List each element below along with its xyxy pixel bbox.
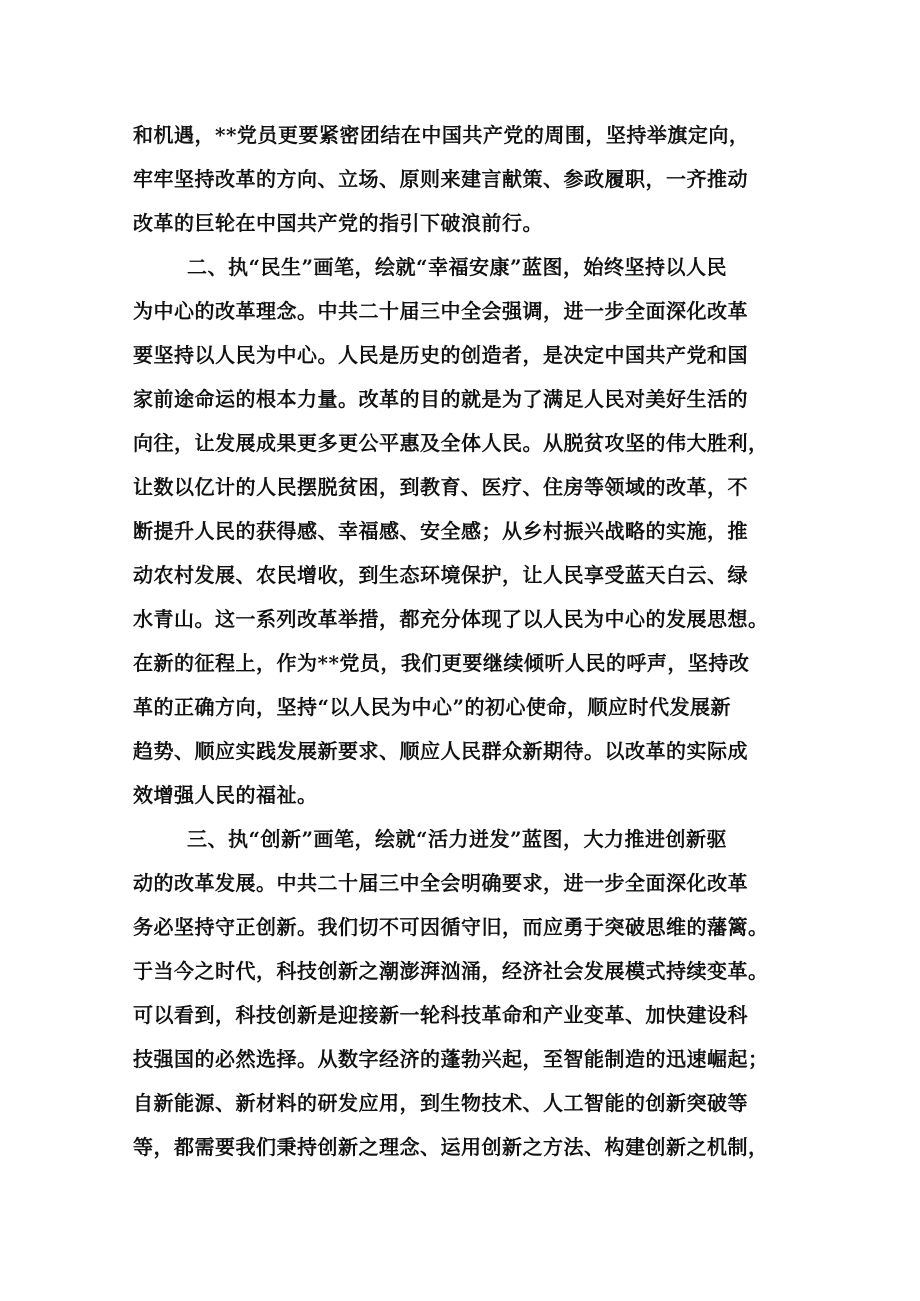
text-line: 在新的征程上，作为**党员，我们更要继续倾听人民的呼声，坚持改 bbox=[133, 651, 750, 675]
text-line: 等，都需要我们秉持创新之理念、运用创新之方法、构建创新之机制， bbox=[133, 1135, 769, 1159]
text-line: 趋势、顺应实践发展新要求、顺应人民群众新期待。以改革的实际成 bbox=[133, 739, 748, 763]
text-line: 向往，让发展成果更多更公平惠及全体人民。从脱贫攻坚的伟大胜利， bbox=[133, 431, 769, 455]
text-line: 要坚持以人民为中心。人民是历史的创造者，是决定中国共产党和国 bbox=[133, 343, 748, 367]
text-line: 水青山。这一系列改革举措，都充分体现了以人民为中心的发展思想。 bbox=[133, 607, 769, 631]
text-line: 家前途命运的根本力量。改革的目的就是为了满足人民对美好生活的 bbox=[133, 387, 748, 411]
text-line: 可以看到，科技创新是迎接新一轮科技革命和产业变革、加快建设科 bbox=[133, 1003, 748, 1027]
text-line: 牢牢坚持改革的方向、立场、原则来建言献策、参政履职，一齐推动 bbox=[133, 167, 748, 191]
text-line: 断提升人民的获得感、幸福感、安全感；从乡村振兴战略的实施，推 bbox=[133, 519, 748, 543]
paragraph-heading-line: 三、执“创新”画笔，绘就“活力迸发”蓝图，大力推进创新驱 bbox=[187, 827, 728, 851]
text-line: 技强国的必然选择。从数字经济的蓬勃兴起，至智能制造的迅速崛起； bbox=[133, 1047, 769, 1071]
text-line: 动的改革发展。中共二十届三中全会明确要求，进一步全面深化改革 bbox=[133, 871, 748, 895]
text-line: 务必坚持守正创新。我们切不可因循守旧，而应勇于突破思维的藩篱。 bbox=[133, 915, 769, 939]
text-line: 革的正确方向，坚持“以人民为中心”的初心使命，顺应时代发展新 bbox=[133, 695, 732, 719]
text-line: 于当今之时代，科技创新之潮澎湃汹涌，经济社会发展模式持续变革。 bbox=[133, 959, 769, 983]
paragraph-heading-line: 二、执“民生”画笔，绘就“幸福安康”蓝图，始终坚持以人民 bbox=[187, 255, 728, 279]
text-line: 效增强人民的福祉。 bbox=[133, 783, 318, 807]
text-line: 让数以亿计的人民摆脱贫困，到教育、医疗、住房等领域的改革，不 bbox=[133, 475, 748, 499]
text-line: 改革的巨轮在中国共产党的指引下破浪前行。 bbox=[133, 211, 543, 235]
text-line: 和机遇，**党员更要紧密团结在中国共产党的周围，坚持举旗定向， bbox=[133, 123, 750, 147]
text-line: 为中心的改革理念。中共二十届三中全会强调，进一步全面深化改革 bbox=[133, 299, 748, 323]
text-line: 动农村发展、农民增收，到生态环境保护，让人民享受蓝天白云、绿 bbox=[133, 563, 748, 587]
text-line: 自新能源、新材料的研发应用，到生物技术、人工智能的创新突破等 bbox=[133, 1091, 748, 1115]
